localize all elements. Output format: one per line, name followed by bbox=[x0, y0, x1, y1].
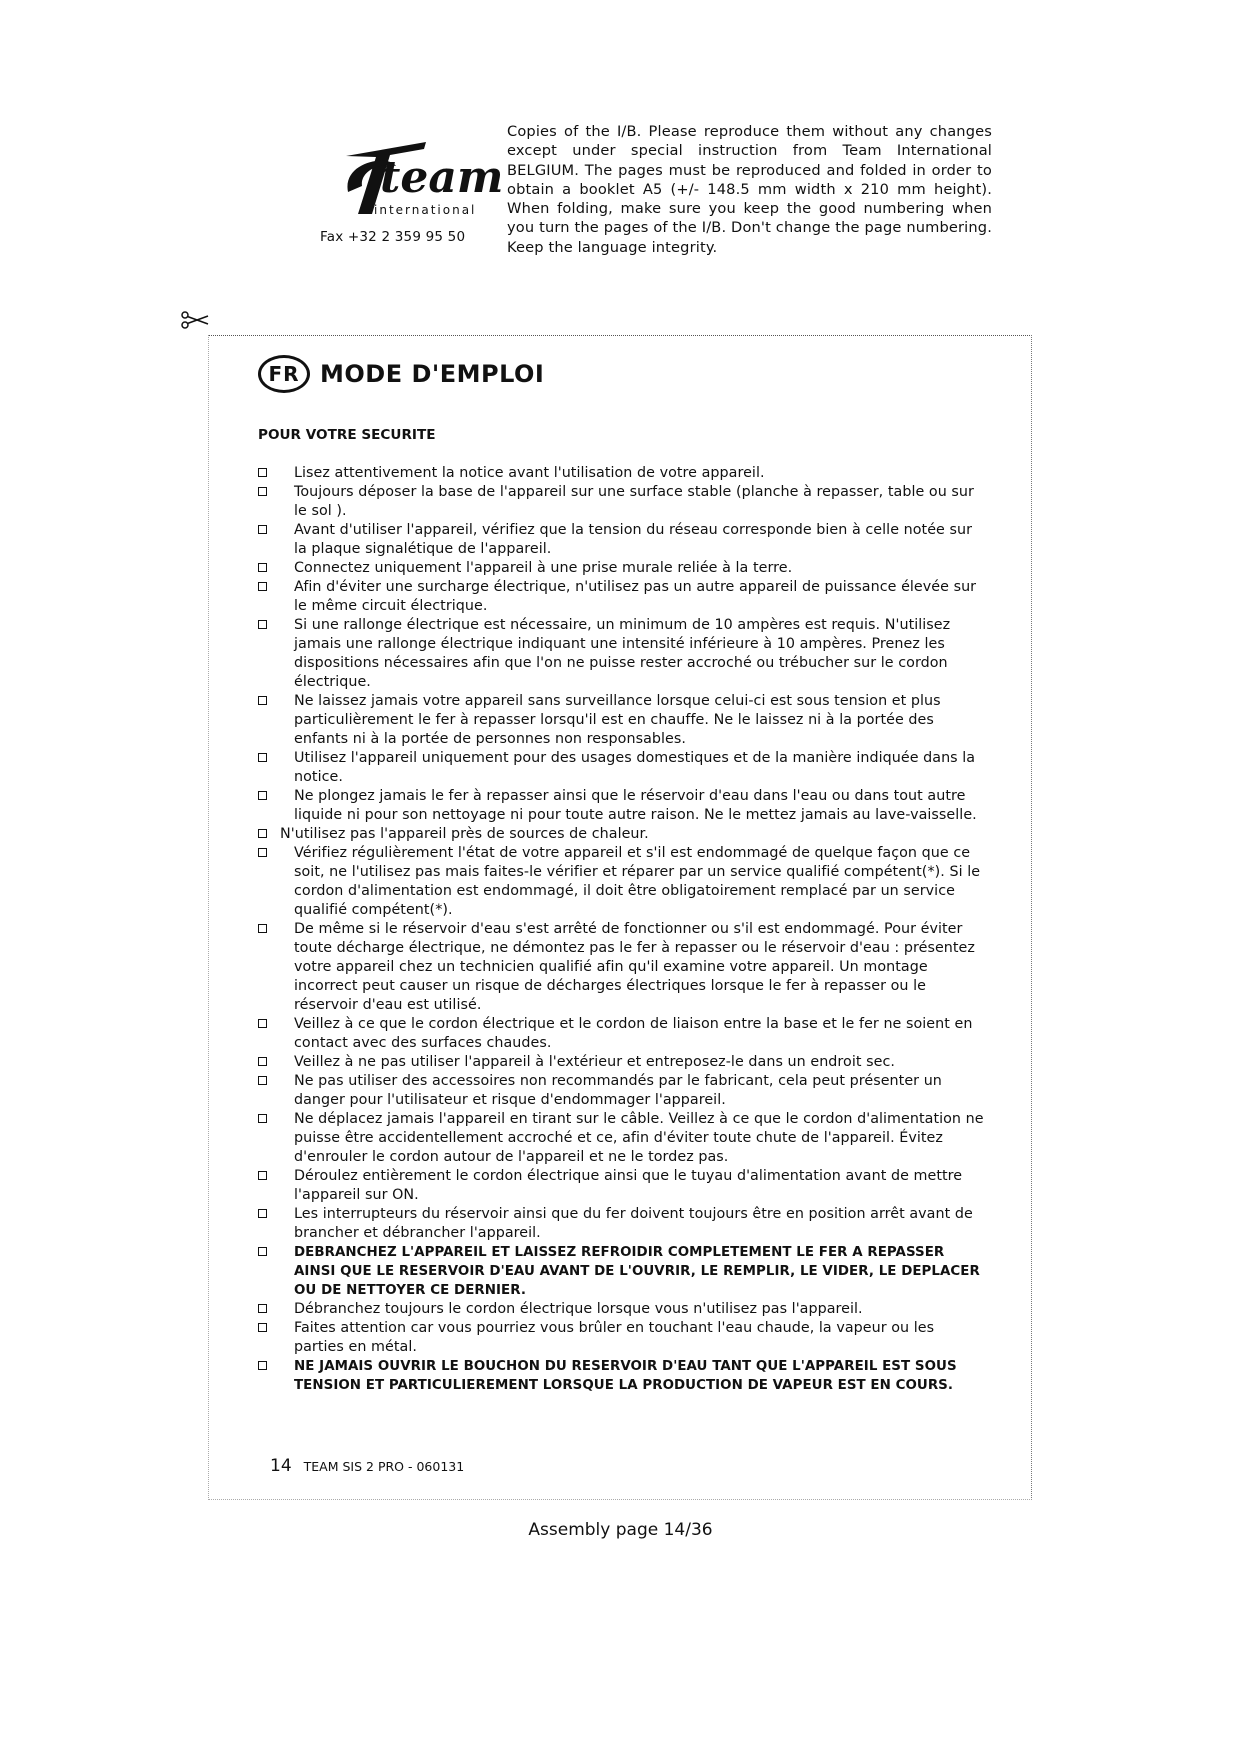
svg-text:international: international bbox=[374, 203, 477, 217]
checkbox-bullet-icon bbox=[258, 1019, 267, 1028]
checkbox-bullet-icon bbox=[258, 563, 267, 572]
list-item bbox=[258, 787, 988, 825]
checkbox-bullet-icon bbox=[258, 1076, 267, 1085]
list-item-text: Ne plongez jamais le fer à repasser ainsi que le réservoir d'eau dans l'eau ou dans tout autre liquide ni pour son nettoyage ni pour toute autre raison. Ne le mettez jamais au lave-vaisselle. bbox=[294, 788, 977, 823]
page-number: 14 bbox=[270, 1456, 292, 1476]
checkbox-bullet-icon bbox=[258, 791, 267, 800]
list-item bbox=[258, 616, 988, 692]
manual-header bbox=[258, 352, 544, 396]
list-item-text: Utilisez l'appareil uniquement pour des usages domestiques et de la manière indiquée dans la notice. bbox=[294, 750, 976, 785]
list-item bbox=[258, 559, 988, 578]
team-logo-graphic bbox=[318, 122, 504, 222]
checkbox-bullet-icon bbox=[258, 620, 267, 629]
list-item bbox=[258, 1110, 988, 1167]
language-badge: FR bbox=[258, 355, 310, 393]
team-logo bbox=[318, 122, 504, 222]
list-item-text: Les interrupteurs du réservoir ainsi que du fer doivent toujours être en position arrêt avant de brancher et débrancher l'appareil. bbox=[294, 1206, 973, 1241]
list-item bbox=[258, 521, 988, 559]
list-item-text: Ne déplacez jamais l'appareil en tirant sur le câble. Veillez à ce que le cordon d'alimentation ne puisse être accidentellement accroché et ce, afin d'éviter toute chute de l'appareil. Évitez d'enrouler le cordon autour de l'appareil et ne le tordez pas. bbox=[294, 1111, 984, 1165]
checkbox-bullet-icon bbox=[258, 525, 267, 534]
list-item-text: Si une rallonge électrique est nécessaire, un minimum de 10 ampères est requis. N'utilisez jamais une rallonge électrique indiquant une intensité inférieure à 10 ampères. Prenez les dispositions nécessaires afin que l'on ne puisse rester accroché ou trébucher sur le cordon électrique. bbox=[294, 617, 951, 690]
checkbox-bullet-icon bbox=[258, 829, 267, 838]
list-item bbox=[258, 1243, 988, 1300]
list-item bbox=[258, 483, 988, 521]
checkbox-bullet-icon bbox=[258, 1209, 267, 1218]
list-item-text: Connectez uniquement l'appareil à une prise murale reliée à la terre. bbox=[294, 560, 793, 576]
checkbox-bullet-icon bbox=[258, 1304, 267, 1313]
checkbox-bullet-icon bbox=[258, 1057, 267, 1066]
list-item-text: Afin d'éviter une surcharge électrique, n'utilisez pas un autre appareil de puissance élevée sur le même circuit électrique. bbox=[294, 579, 977, 614]
safety-list bbox=[258, 464, 988, 1395]
checkbox-bullet-icon bbox=[258, 753, 267, 762]
checkbox-bullet-icon bbox=[258, 1114, 267, 1123]
checkbox-bullet-icon bbox=[258, 924, 267, 933]
list-item bbox=[258, 1357, 988, 1395]
svg-text:team: team bbox=[380, 152, 504, 203]
list-item-text: Débranchez toujours le cordon électrique lorsque vous n'utilisez pas l'appareil. bbox=[294, 1301, 863, 1317]
list-item bbox=[258, 578, 988, 616]
checkbox-bullet-icon bbox=[258, 1323, 267, 1332]
list-item bbox=[258, 1053, 988, 1072]
list-item-text: N'utilisez pas l'appareil près de sources de chaleur. bbox=[280, 826, 649, 842]
reproduction-instructions: Copies of the I/B. Please reproduce them without any changes except under special instruction from Team International BELGIUM. The pages must be reproduced and folded in order to obtain a booklet A5 (+/- 148.5 mm width x 210 mm height). When folding, make sure you keep the good numbering when you turn the pages of the I/B. Don't change the page numbering. Keep the language integrity. bbox=[507, 123, 992, 256]
scissors-icon bbox=[180, 310, 210, 332]
list-item-text: Lisez attentivement la notice avant l'utilisation de votre appareil. bbox=[294, 465, 765, 481]
list-item-text: Ne pas utiliser des accessoires non recommandés par le fabricant, cela peut présenter un danger pour l'utilisateur et risque d'endommager l'appareil. bbox=[294, 1073, 942, 1108]
list-item-text: Déroulez entièrement le cordon électrique ainsi que le tuyau d'alimentation avant de mettre l'appareil sur ON. bbox=[294, 1168, 963, 1203]
checkbox-bullet-icon bbox=[258, 696, 267, 705]
checkbox-bullet-icon bbox=[258, 1171, 267, 1180]
page-title: MODE D'EMPLOI bbox=[320, 360, 545, 388]
list-item-text: Ne laissez jamais votre appareil sans surveillance lorsque celui-ci est sous tension et plus particulièrement le fer à repasser lorsqu'il est en chauffe. Ne le laissez ni à la portée des enfants ni à la portée de personnes non responsables. bbox=[294, 693, 941, 747]
fax-number: Fax +32 2 359 95 50 bbox=[320, 229, 466, 245]
checkbox-bullet-icon bbox=[258, 848, 267, 857]
model-reference: TEAM SIS 2 PRO - 060131 bbox=[303, 1459, 465, 1474]
page-footer bbox=[270, 1456, 464, 1476]
list-item bbox=[258, 1319, 988, 1357]
checkbox-bullet-icon bbox=[258, 1247, 267, 1256]
list-item-text: Toujours déposer la base de l'appareil sur une surface stable (planche à repasser, table ou sur le sol ). bbox=[294, 484, 974, 519]
list-item-text: Faites attention car vous pourriez vous brûler en touchant l'eau chaude, la vapeur ou les parties en métal. bbox=[294, 1320, 935, 1355]
section-title: POUR VOTRE SECURITE bbox=[258, 427, 436, 443]
list-item bbox=[258, 825, 988, 844]
list-item bbox=[258, 1167, 988, 1205]
list-item bbox=[258, 1205, 988, 1243]
checkbox-bullet-icon bbox=[258, 487, 267, 496]
list-item-text: Veillez à ne pas utiliser l'appareil à l'extérieur et entreposez-le dans un endroit sec. bbox=[294, 1054, 895, 1070]
list-item bbox=[258, 1015, 988, 1053]
list-item bbox=[258, 844, 988, 920]
list-item-text: Avant d'utiliser l'appareil, vérifiez que la tension du réseau corresponde bien à celle notée sur la plaque signalétique de l'appareil. bbox=[294, 522, 973, 557]
checkbox-bullet-icon bbox=[258, 1361, 267, 1370]
list-item-text: Vérifiez régulièrement l'état de votre appareil et s'il est endommagé de quelque façon que ce soit, ne l'utilisez pas mais faites-le vérifier et réparer par un service qualifié compétent(*). Si le cordon d'alimentation est endommagé, il doit être obligatoirement remplacé par un service qualifié compétent(*). bbox=[294, 845, 981, 918]
list-item-text: DEBRANCHEZ L'APPAREIL ET LAISSEZ REFROIDIR COMPLETEMENT LE FER A REPASSER AINSI QUE LE RESERVOIR D'EAU AVANT DE L'OUVRIR, LE REMPLIR, LE VIDER, LE DEPLACER OU DE NETTOYER CE DERNIER. bbox=[294, 1245, 980, 1298]
checkbox-bullet-icon bbox=[258, 468, 267, 477]
list-item-text: Veillez à ce que le cordon électrique et le cordon de liaison entre la base et le fer ne soient en contact avec des surfaces chaudes. bbox=[294, 1016, 973, 1051]
list-item bbox=[258, 464, 988, 483]
list-item bbox=[258, 749, 988, 787]
list-item bbox=[258, 920, 988, 1015]
list-item bbox=[258, 1072, 988, 1110]
list-item-text: De même si le réservoir d'eau s'est arrêté de fonctionner ou s'il est endommagé. Pour éviter toute décharge électrique, ne démontez pas le fer à repasser ou le réservoir d'eau : présentez votre appareil chez un technicien qualifié afin qu'il examine votre appareil. Un montage incorrect peut causer un risque de décharges électriques lorsque le fer à repasser ou le réservoir d'eau est utilisé. bbox=[294, 921, 975, 1013]
list-item-text: NE JAMAIS OUVRIR LE BOUCHON DU RESERVOIR D'EAU TANT QUE L'APPAREIL EST SOUS TENSION ET PARTICULIEREMENT LORSQUE LA PRODUCTION DE VAPEUR EST EN COURS. bbox=[294, 1359, 957, 1393]
assembly-page-label: Assembly page 14/36 bbox=[528, 1520, 713, 1540]
list-item bbox=[258, 692, 988, 749]
list-item bbox=[258, 1300, 988, 1319]
checkbox-bullet-icon bbox=[258, 582, 267, 591]
